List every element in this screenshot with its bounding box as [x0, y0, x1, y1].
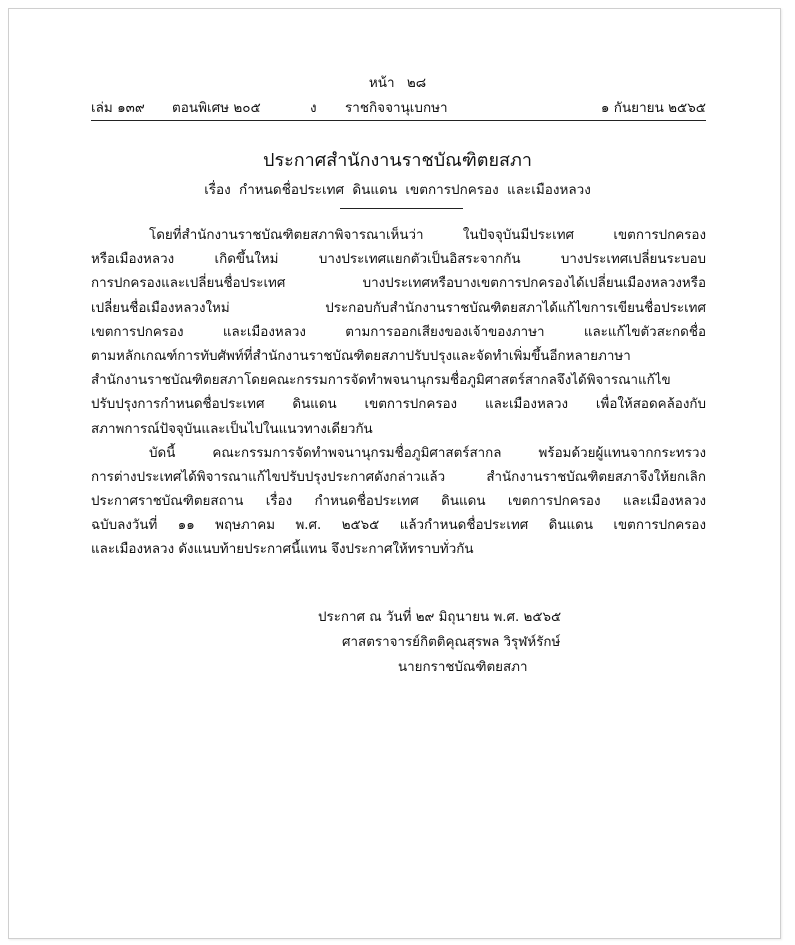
- body-line: เปลี่ยนชื่อเมืองหลวงใหม่ ประกอบกับสำนักงานราชบัณฑิตยสภาได้แก้ไขการเขียนชื่อประเทศ: [91, 300, 706, 316]
- body-line: หรือเมืองหลวง เกิดขึ้นใหม่ บางประเทศแยกตัวเป็นอิสระจากกัน บางประเทศเปลี่ยนระบอบ: [91, 252, 706, 268]
- category-label: ง: [310, 100, 317, 116]
- body-line: ตามหลักเกณฑ์การทับศัพท์ที่สำนักงานราชบัณฑิตยสภาปรับปรุงและจัดทำเพิ่มขึ้นอีกหลายภาษา: [91, 348, 631, 364]
- gazette-header: [91, 96, 706, 116]
- body-line: และเมืองหลวง ดังแนบท้ายประกาศนี้แทน จึงประกาศให้ทราบทั่วกัน: [91, 542, 474, 558]
- announcement-body: [91, 224, 706, 563]
- body-line: ประกาศราชบัณฑิตยสถาน เรื่อง กำหนดชื่อประเทศ ดินแดน เขตการปกครอง และเมืองหลวง: [91, 494, 706, 510]
- body-line: ปรับปรุงการกำหนดชื่อประเทศ ดินแดน เขตการปกครอง และเมืองหลวง เพื่อให้สอดคล้องกับ: [91, 397, 706, 413]
- body-line: การปกครองและเปลี่ยนชื่อประเทศ บางประเทศหรือบางเขตการปกครองได้เปลี่ยนเมืองหลวงหรือ: [91, 276, 706, 292]
- body-line: การต่างประเทศได้พิจารณาแก้ไขปรับปรุงประกาศดังกล่าวแล้ว สำนักงานราชบัณฑิตยสภาจึงให้ยกเลิก: [91, 469, 706, 485]
- page-number: [0, 71, 795, 93]
- body-line: ฉบับลงวันที่ ๑๑ พฤษภาคม พ.ศ. ๒๕๖๕ แล้วกำหนดชื่อประเทศ ดินแดน เขตการปกครอง: [91, 518, 706, 534]
- announcement-subject: เรื่อง กำหนดชื่อประเทศ ดินแดน เขตการปกครอง และเมืองหลวง: [204, 182, 591, 198]
- signature-block: [318, 605, 648, 680]
- page-number-value: ๒๘: [406, 75, 427, 91]
- header-rule: [91, 120, 706, 121]
- announcement-title: ประกาศสำนักงานราชบัณฑิตยสภา: [263, 150, 532, 171]
- volume-label: เล่ม ๑๓๙: [91, 100, 145, 116]
- body-line: บัดนี้ คณะกรรมการจัดทำพจนานุกรมชื่อภูมิศาสตร์สากล พร้อมด้วยผู้แทนจากกระทรวง: [149, 445, 706, 461]
- page-label: หน้า: [368, 75, 395, 91]
- signatory-position: นายกราชบัณฑิตยสภา: [398, 660, 528, 675]
- subject-divider: [340, 208, 463, 209]
- body-line: สำนักงานราชบัณฑิตยสภาโดยคณะกรรมการจัดทำพจนานุกรมชื่อภูมิศาสตร์สากลจึงได้พิจารณาแก้ไข: [91, 373, 671, 389]
- paragraph-2: [91, 442, 706, 563]
- signatory-name: ศาสตราจารย์กิตติคุณสุรพล วิรุฬห์รักษ์: [342, 635, 561, 650]
- body-line: สภาพการณ์ปัจจุบันและเป็นไปในแนวทางเดียวกัน: [91, 421, 373, 437]
- gazette-date: ๑ กันยายน ๒๕๖๕: [600, 100, 706, 116]
- paragraph-1: [91, 224, 706, 442]
- body-line: เขตการปกครอง และเมืองหลวง ตามการออกเสียงของเจ้าของภาษา และแก้ไขตัวสะกดชื่อ: [91, 324, 706, 340]
- announcement-date: ประกาศ ณ วันที่ ๒๙ มิถุนายน พ.ศ. ๒๕๖๕: [318, 610, 562, 625]
- body-line: โดยที่สำนักงานราชบัณฑิตยสภาพิจารณาเห็นว่า ในปัจจุบันมีประเทศ เขตการปกครอง: [149, 228, 706, 243]
- gazette-name: ราชกิจจานุเบกษา: [345, 100, 448, 116]
- issue-label: ตอนพิเศษ ๒๐๕: [172, 100, 261, 116]
